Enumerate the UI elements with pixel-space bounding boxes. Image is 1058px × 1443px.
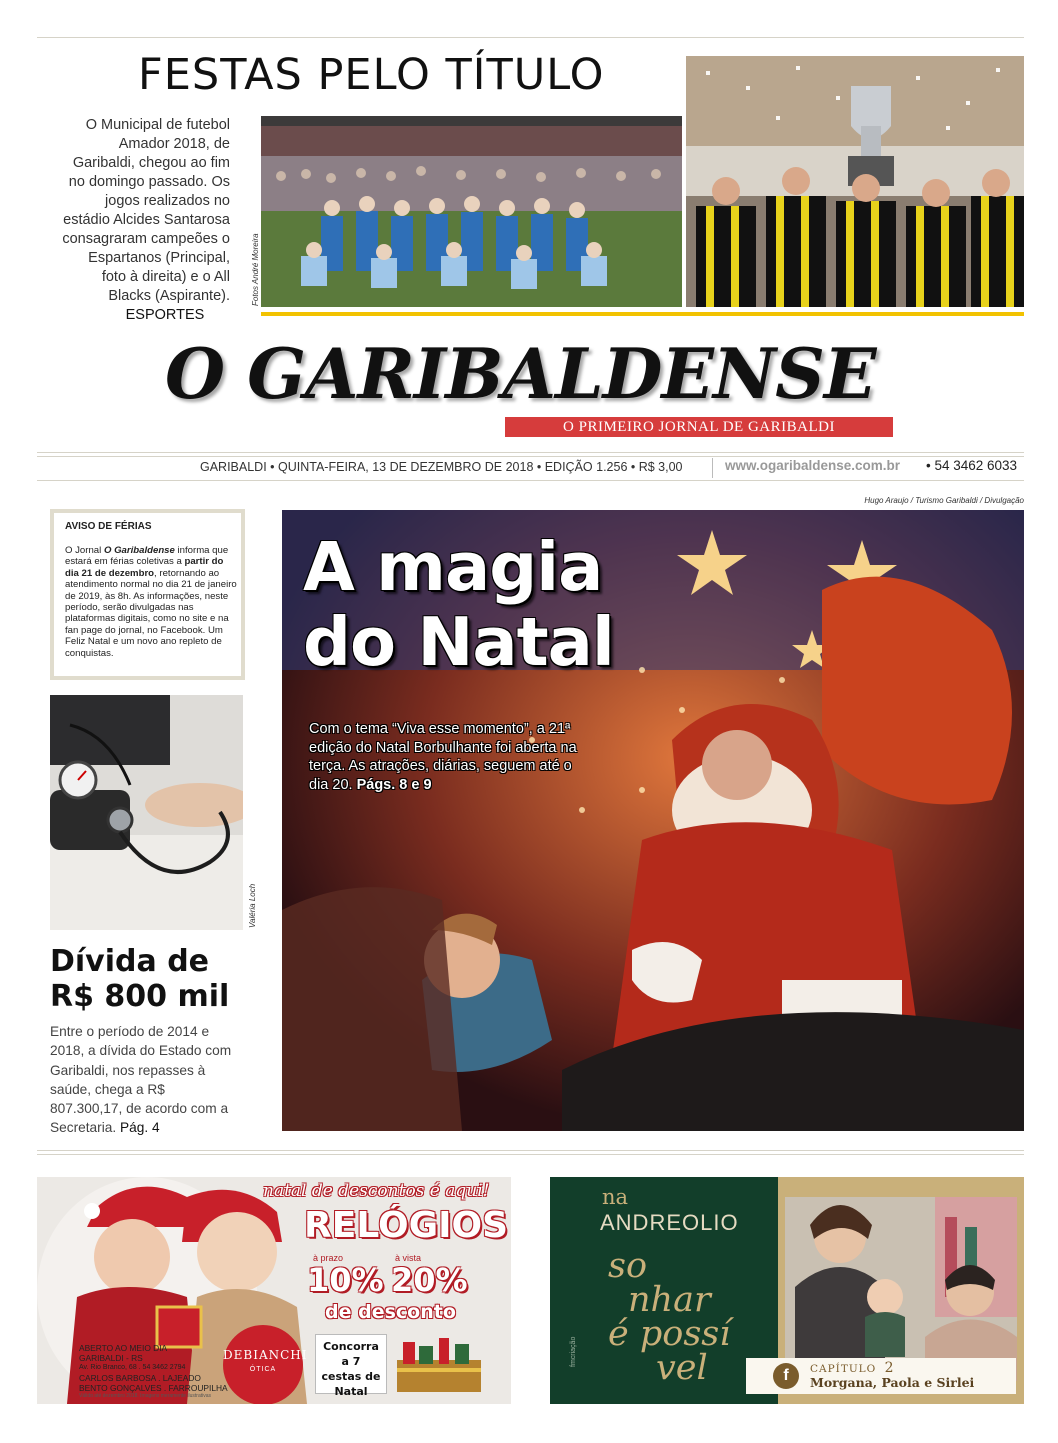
discount-2: 20% [391,1261,468,1299]
logo-sub: ÓTICA [249,1366,277,1373]
family-photo-illustration [785,1197,1017,1381]
health-photo-credit: Valéria Loch [248,883,257,928]
notice-text-2: informa que estará em férias coletivas a [65,545,229,568]
logo-brand: DEBIANCHI [223,1348,308,1362]
chapter-label-text: CAPÍTULO [810,1363,877,1375]
notice-title: AVISO DE FÉRIAS [65,521,152,532]
ad-tagline: natal de descontos é aqui! [263,1181,490,1201]
chapter-banner [746,1358,1016,1394]
phone-number: • 54 3462 6033 [926,458,1018,473]
masthead-title[interactable]: O GARIBALDENSE [165,334,876,415]
main-headline-line2: do Natal [303,603,614,681]
main-lead-text: Com o tema “Viva esse momento”, a 21ª edição do Natal Borbulhante foi aberta na terça. As atrações, diárias, seguem até o dia 20. [309,721,577,793]
trophy-photo-illustration [686,56,1024,307]
ad-branch-1: CARLOS BARBOSA . LAJEADO [79,1373,201,1383]
chapter-names: Morgana, Paola e Sirlei [810,1375,975,1390]
label-prazo: à prazo [313,1253,344,1263]
notice-text-1: O Jornal [65,545,104,556]
health-headline-line1: Dívida de [50,944,210,979]
ad-slogan [608,1246,731,1388]
discount-label: de desconto [325,1301,456,1323]
slogan-line-1: so [608,1246,648,1286]
health-headline [50,944,229,1014]
notice-date: partir do dia 21 de dezembro [65,556,224,579]
website-link[interactable]: www.ogaribaldense.com.br [725,458,901,473]
team-photo-illustration [261,116,682,307]
notice-paper-name: O Garibaldense [103,545,175,556]
chapter-label [810,1360,895,1376]
team-photo [261,116,682,307]
gift-basket-icon [389,1332,489,1392]
raffle-text: Concorra a 7 cestas de Natal [321,1340,381,1398]
main-headline-line1: A magia [303,528,603,606]
ad-andreolio[interactable] [550,1177,1024,1404]
dateline: GARIBALDI • QUINTA-FEIRA, 13 DE DEZEMBRO DE 2018 • EDIÇÃO 1.256 • R$ 3,00 [200,460,683,474]
main-lead [309,720,587,794]
notice-body [65,545,237,659]
slogan-line-3: é possí [608,1314,731,1354]
main-photo-credit: Hugo Araujo / Turismo Garibaldi / Divulgação [864,496,1024,505]
ad-branch-2: BENTO GONÇALVES . FARROUPILHA [79,1383,228,1393]
ad-na: na [602,1185,629,1209]
blood-pressure-photo [50,695,243,930]
ad-hours: ABERTO AO MEIO DIA [79,1343,168,1353]
blood-pressure-illustration [50,695,243,930]
debianchi-logo[interactable] [223,1325,308,1404]
health-headline-line2: R$ 800 mil [50,979,230,1014]
trophy-photo [686,56,1024,307]
top-photo-credit: Fotos André Moreira [251,233,260,306]
notice-text-3: , retornando ao atendimento normal no dia 21 de janeiro de 2019, às 8h. As informações, neste período, serão divulgadas nas plataformas digitais, como no site e na fan page do jornal, no Facebook. Um Feliz Natal e um novo ano repleto de conquistas. [65,567,237,659]
andreolio-brand: ANDREOLIO [600,1210,739,1235]
agency-credit: fmcriação [570,1336,577,1367]
ad-fineprint: Válido até dezembro 2018. Imagens meramente ilustrativas [79,1393,212,1399]
ad-city: GARIBALDI - RS [79,1353,143,1363]
family-photo-frame [778,1177,1024,1404]
slogan-line-4: vel [656,1348,708,1388]
main-headline [303,530,614,680]
health-story-body [50,1022,240,1138]
label-vista: à vista [395,1253,422,1263]
health-story-text: Entre o período de 2014 e 2018, a dívida do Estado com Garibaldi, nos repasses à saúde, chega a R$ 807.300,17, de acordo com a Secretaria. [50,1024,232,1136]
top-story-body [60,116,230,325]
chapter-number: 2 [884,1360,895,1376]
notice-box [50,509,245,680]
section-label[interactable]: ESPORTES [125,307,205,323]
top-story-text: O Municipal de futebol Amador 2018, de Garibaldi, chegou ao fim no domingo passado. Os jogos realizados no estádio Alcides Santarosa consagraram campeões o Espartanos (Principal, foto à direita) e o All Blacks (Aspirante). [62,117,230,304]
raffle-box [315,1334,387,1398]
ad-debianchi[interactable] [37,1177,511,1404]
masthead-tagline: O PRIMEIRO JORNAL DE GARIBALDI [505,417,893,437]
discount-1: 10% [307,1261,384,1299]
gold-bar [261,312,1024,316]
ad-store-info [79,1343,229,1400]
top-headline: FESTAS PELO TÍTULO [138,50,605,100]
ad-product: RELÓGIOS [304,1205,509,1246]
main-page-ref[interactable]: Págs. 8 e 9 [356,776,432,793]
ad-address: Av. Rio Branco, 68 . 54 3462 2794 [79,1364,186,1371]
facebook-icon[interactable]: f [773,1363,799,1389]
slogan-line-2: nhar [628,1280,711,1320]
health-page-ref[interactable]: Pág. 4 [120,1120,160,1136]
